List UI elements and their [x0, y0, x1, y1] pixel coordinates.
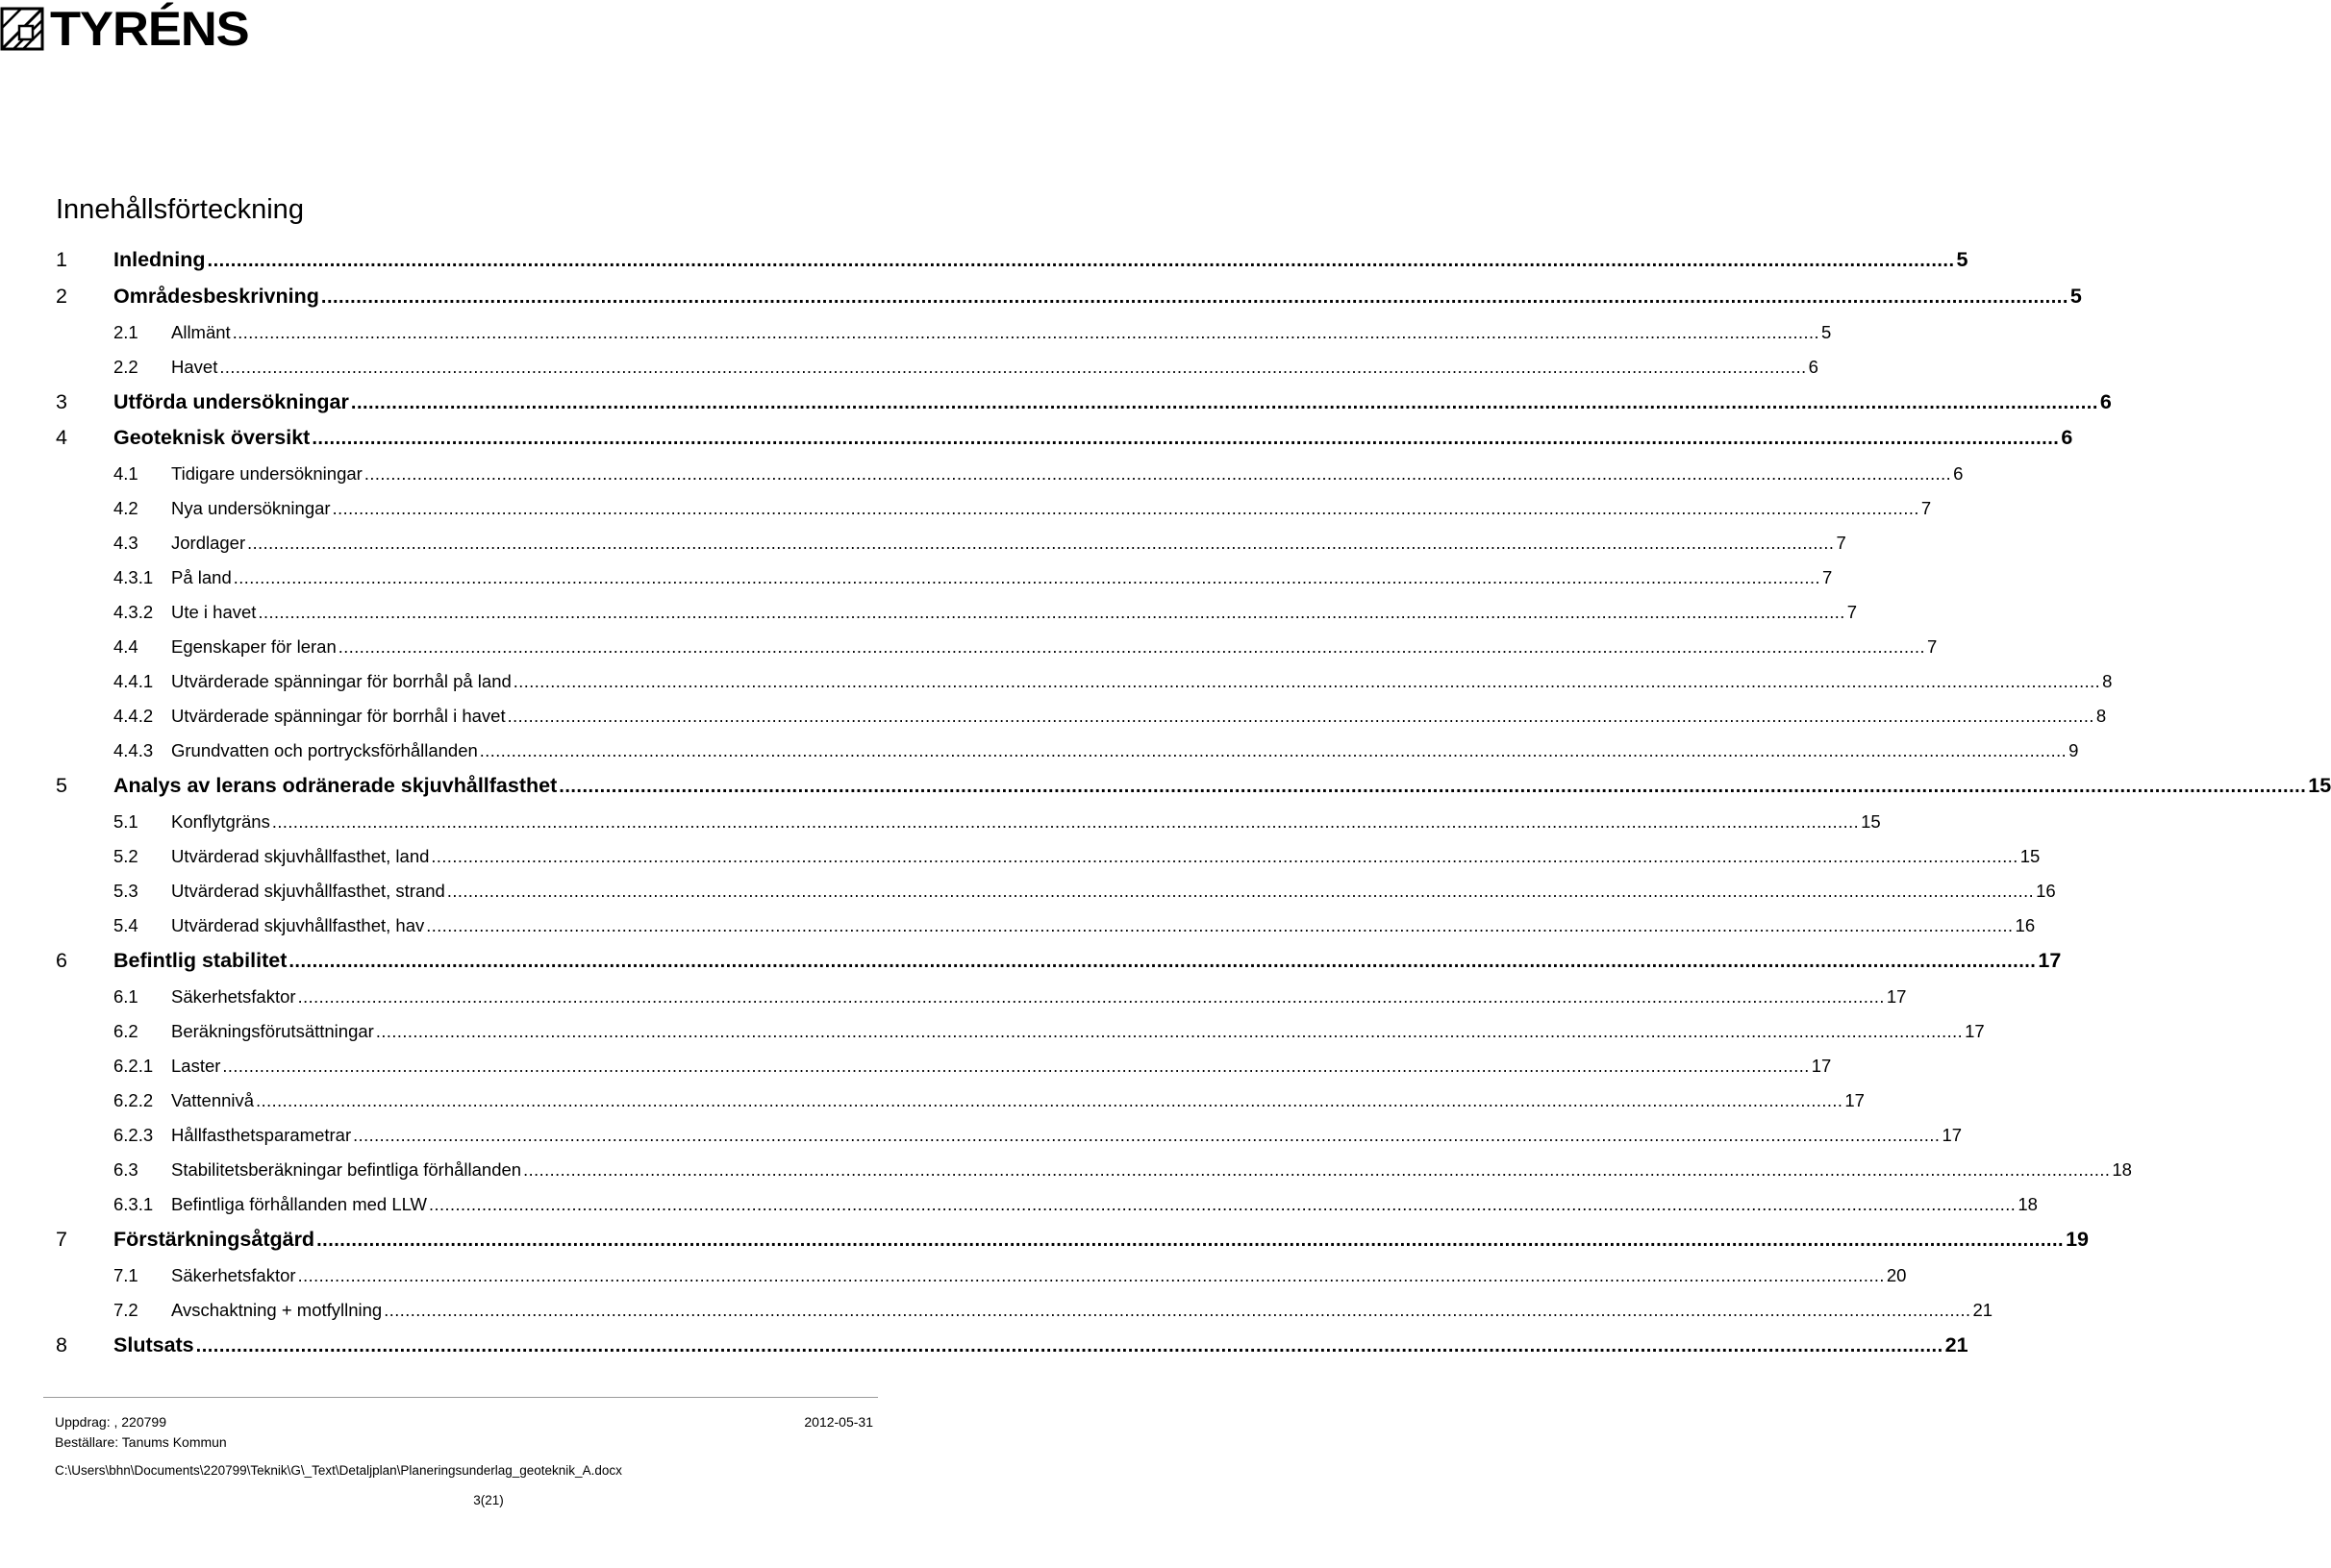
- toc-entry[interactable]: [56, 804, 1881, 833]
- toc-entry-page: 6: [1953, 463, 1964, 484]
- toc-entry-page: 20: [1886, 1265, 1907, 1285]
- toc-entry-title: Utvärderad skjuvhållfasthet, strand: [171, 881, 445, 901]
- toc-entry-title: Utvärderade spänningar för borrhål på land: [171, 671, 512, 691]
- toc-entry-page: 17: [1844, 1090, 1865, 1110]
- toc-entry-number: 4.4.2: [113, 706, 154, 726]
- toc-entry-title: Tidigare undersökningar: [171, 463, 363, 484]
- toc-entry-page: 9: [2068, 740, 2079, 760]
- toc-entry-title: Grundvatten och portrycksförhållanden: [171, 740, 478, 760]
- toc-entry[interactable]: [56, 1329, 1968, 1357]
- toc-entry[interactable]: [56, 908, 2036, 936]
- toc-entry-number: 5.3: [113, 881, 138, 901]
- toc-entry-number: 4.1: [113, 463, 138, 484]
- toc-entry[interactable]: [56, 1257, 1907, 1286]
- toc-entry[interactable]: [56, 1048, 1832, 1077]
- toc-entry-number: 4: [56, 426, 67, 449]
- toc-dot-leader: ............................................................................................................................................................................................................................................................................................................: [297, 1266, 1885, 1285]
- toc-dot-leader: ............................................................................................................................................................................................................................................................................................................: [426, 916, 2014, 935]
- toc-entry[interactable]: [56, 349, 1818, 378]
- footer-date: 2012-05-31: [804, 1414, 873, 1430]
- toc-entry[interactable]: [56, 314, 1832, 343]
- toc-dot-leader: ............................................................................................................................................................................................................................................................................................................: [222, 1057, 1810, 1076]
- toc-dot-leader: ............................................................................................................................................................................................................................................................................................................: [195, 1335, 1943, 1356]
- toc-dot-leader: ............................................................................................................................................................................................................................................................................................................: [507, 707, 2094, 726]
- toc-entry-title: Förstärkningsåtgärd: [113, 1228, 315, 1251]
- toc-dot-leader: ............................................................................................................................................................................................................................................................................................................: [513, 672, 2101, 691]
- toc-entry-title: Säkerhetsfaktor: [171, 986, 296, 1007]
- toc-entry-page: 17: [1811, 1056, 1832, 1076]
- toc-entry-number: 4.4: [113, 636, 138, 657]
- toc-entry[interactable]: [56, 280, 2082, 309]
- toc-entry-number: 5.1: [113, 811, 138, 832]
- toc-entry-number: 2.2: [113, 357, 138, 377]
- toc-dot-leader: ............................................................................................................................................................................................................................................................................................................: [332, 499, 1919, 518]
- toc-entry-page: 6: [2061, 426, 2073, 449]
- toc-dot-leader: ............................................................................................................................................................................................................................................................................................................: [320, 286, 2068, 308]
- toc-entry-page: 21: [1972, 1300, 1993, 1320]
- toc-dot-leader: ............................................................................................................................................................................................................................................................................................................: [350, 392, 2098, 413]
- toc-entry-number: 4.4.1: [113, 671, 154, 691]
- toc-entry-number: 6: [56, 949, 67, 972]
- toc-entry-title: Ute i havet: [171, 602, 257, 622]
- toc-dot-leader: ............................................................................................................................................................................................................................................................................................................: [431, 847, 2018, 866]
- toc-dot-leader: ............................................................................................................................................................................................................................................................................................................: [559, 776, 2307, 797]
- toc-entry-page: 16: [2015, 915, 2036, 935]
- toc-entry-number: 6.3: [113, 1159, 138, 1180]
- toc-dot-leader: ............................................................................................................................................................................................................................................................................................................: [312, 428, 2060, 449]
- toc-entry[interactable]: [56, 594, 1858, 623]
- toc-entry-title: Beräkningsförutsättningar: [171, 1021, 374, 1041]
- toc-entry-title: Inledning: [113, 248, 206, 271]
- toc-entry-page: 17: [1965, 1021, 1985, 1041]
- toc-entry-title: Befintliga förhållanden med LLW: [171, 1194, 428, 1214]
- toc-dot-leader: ............................................................................................................................................................................................................................................................................................................: [232, 323, 1819, 342]
- toc-entry-title: Utförda undersökningar: [113, 390, 349, 413]
- toc-entry[interactable]: [56, 944, 2062, 973]
- toc-entry-number: 4.2: [113, 498, 138, 518]
- toc-dot-leader: ............................................................................................................................................................................................................................................................................................................: [288, 951, 2037, 972]
- toc-entry-title: Befintlig stabilitet: [113, 949, 288, 972]
- toc-dot-leader: ............................................................................................................................................................................................................................................................................................................: [297, 987, 1885, 1007]
- toc-entry-number: 2: [56, 285, 67, 308]
- toc-entry-page: 5: [1821, 322, 1832, 342]
- toc-entry-number: 7: [56, 1228, 67, 1251]
- toc-entry-title: Områdesbeskrivning: [113, 285, 319, 308]
- toc-entry-number: 4.4.3: [113, 740, 154, 760]
- toc-dot-leader: ............................................................................................................................................................................................................................................................................................................: [316, 1230, 2065, 1251]
- toc-dot-leader: ............................................................................................................................................................................................................................................................................................................: [219, 358, 1807, 377]
- toc-entry-title: Stabilitetsberäkningar befintliga förhållanden: [171, 1159, 522, 1180]
- toc-entry-number: 6.2.2: [113, 1090, 154, 1110]
- toc-entry[interactable]: [56, 1013, 1985, 1042]
- toc-entry-page: 19: [2066, 1228, 2089, 1251]
- toc-entry[interactable]: [56, 838, 2041, 867]
- toc-entry-number: 7.2: [113, 1300, 138, 1320]
- toc-entry-page: 5: [1956, 248, 1968, 271]
- toc-entry[interactable]: [56, 979, 1907, 1008]
- toc-entry-page: 17: [1886, 986, 1907, 1007]
- toc-dot-leader: ............................................................................................................................................................................................................................................................................................................: [247, 534, 1835, 553]
- toc-entry-number: 7.1: [113, 1265, 138, 1285]
- toc-entry-number: 6.1: [113, 986, 138, 1007]
- toc-entry-title: Konflytgräns: [171, 811, 270, 832]
- toc-entry-page: 5: [2069, 285, 2082, 308]
- toc-entry[interactable]: [56, 698, 2107, 727]
- toc-entry-title: Avschaktning + motfyllning: [171, 1300, 383, 1320]
- toc-heading: Innehållsförteckning: [56, 194, 304, 225]
- toc-entry[interactable]: [56, 386, 2112, 414]
- toc-dot-leader: ............................................................................................................................................................................................................................................................................................................: [479, 741, 2068, 760]
- toc-entry[interactable]: [56, 1117, 1963, 1146]
- toc-entry-page: 8: [2102, 671, 2113, 691]
- toc-entry-number: 4.3.2: [113, 602, 154, 622]
- toc-entry[interactable]: [56, 1083, 1865, 1111]
- toc-entry-number: 4.3.1: [113, 567, 154, 587]
- toc-entry-title: På land: [171, 567, 232, 587]
- toc-entry-title: Utvärderad skjuvhållfasthet, land: [171, 846, 430, 866]
- toc-entry-page: 7: [1822, 567, 1833, 587]
- footer-client: Beställare: Tanums Kommun: [55, 1434, 227, 1450]
- toc-dot-leader: ............................................................................................................................................................................................................................................................................................................: [523, 1160, 2111, 1180]
- toc-entry-title: Utvärderad skjuvhållfasthet, hav: [171, 915, 425, 935]
- toc-entry-number: 4.3: [113, 533, 138, 553]
- toc-entry-page: 6: [1808, 357, 1818, 377]
- toc-entry[interactable]: [56, 243, 1968, 272]
- toc-entry-page: 18: [2112, 1159, 2132, 1180]
- toc-entry-page: 7: [1920, 498, 1932, 518]
- toc-entry-number: 2.1: [113, 322, 138, 342]
- toc-entry-title: Egenskaper för leran: [171, 636, 337, 657]
- toc-entry-page: 18: [2018, 1194, 2038, 1214]
- footer-divider: [43, 1397, 878, 1398]
- toc-entry[interactable]: [56, 421, 2073, 450]
- toc-entry-number: 6.3.1: [113, 1194, 154, 1214]
- toc-entry[interactable]: [56, 733, 2079, 761]
- toc-dot-leader: ............................................................................................................................................................................................................................................................................................................: [384, 1301, 1971, 1320]
- footer-assignment: Uppdrag: , 220799: [55, 1414, 166, 1430]
- toc-dot-leader: ............................................................................................................................................................................................................................................................................................................: [256, 1091, 1843, 1110]
- toc-entry-number: 6.2.1: [113, 1056, 154, 1076]
- toc-dot-leader: ............................................................................................................................................................................................................................................................................................................: [363, 464, 1952, 484]
- toc-entry-page: 17: [2038, 949, 2062, 972]
- toc-entry-number: 6.2.3: [113, 1125, 154, 1145]
- toc-dot-leader: ............................................................................................................................................................................................................................................................................................................: [429, 1195, 2017, 1214]
- toc-dot-leader: ............................................................................................................................................................................................................................................................................................................: [446, 882, 2035, 901]
- toc-entry[interactable]: [56, 1186, 2038, 1215]
- toc-entry-title: Nya undersökningar: [171, 498, 331, 518]
- toc-entry-title: Analys av lerans odränerade skjuvhållfasthet: [113, 774, 558, 797]
- toc-entry-title: Vattennivå: [171, 1090, 255, 1110]
- toc-entry[interactable]: [56, 1292, 1993, 1321]
- logo-wordmark: TYRÉNS: [50, 2, 249, 56]
- toc-entry[interactable]: [56, 456, 1964, 485]
- toc-entry[interactable]: [56, 1223, 2089, 1252]
- toc-entry-page: 15: [1861, 811, 1881, 832]
- toc-entry-page: 8: [2095, 706, 2107, 726]
- toc-entry[interactable]: [56, 663, 2113, 692]
- toc-entry-title: Geoteknisk översikt: [113, 426, 311, 449]
- toc-entry-number: 1: [56, 248, 67, 271]
- toc-entry-page: 15: [2308, 774, 2331, 797]
- footer-file-path: C:\Users\bhn\Documents\220799\Teknik\G\_Text\Detaljplan\Planeringsunderlag_geoteknik_A.docx: [55, 1463, 622, 1478]
- toc-entry-page: 17: [1942, 1125, 1963, 1145]
- toc-entry-page: 16: [2036, 881, 2056, 901]
- toc-entry[interactable]: [56, 1152, 2132, 1181]
- toc-entry-title: Allmänt: [171, 322, 231, 342]
- toc-entry-number: 6.2: [113, 1021, 138, 1041]
- toc-entry[interactable]: [56, 629, 1938, 658]
- toc-entry-title: Slutsats: [113, 1333, 194, 1356]
- toc-entry-title: Laster: [171, 1056, 221, 1076]
- toc-entry-page: 15: [2019, 846, 2041, 866]
- toc-entry-title: Säkerhetsfaktor: [171, 1265, 296, 1285]
- toc-dot-leader: ............................................................................................................................................................................................................................................................................................................: [375, 1022, 1964, 1041]
- toc-entry-title: Hållfasthetsparametrar: [171, 1125, 352, 1145]
- toc-entry-number: 8: [56, 1333, 67, 1356]
- page-number: 3(21): [473, 1493, 504, 1507]
- tyrens-logo-icon: [0, 7, 44, 51]
- toc-entry[interactable]: [56, 490, 1932, 519]
- company-logo: [0, 2, 249, 56]
- toc-dot-leader: ............................................................................................................................................................................................................................................................................................................: [353, 1126, 1941, 1145]
- toc-entry-number: 3: [56, 390, 67, 413]
- toc-entry-page: 6: [2099, 390, 2112, 413]
- toc-entry-number: 5.4: [113, 915, 138, 935]
- toc-entry[interactable]: [56, 769, 2331, 798]
- toc-entry[interactable]: [56, 560, 1833, 588]
- toc-entry-title: Havet: [171, 357, 218, 377]
- toc-dot-leader: ............................................................................................................................................................................................................................................................................................................: [233, 568, 1821, 587]
- toc-dot-leader: ............................................................................................................................................................................................................................................................................................................: [338, 637, 1926, 657]
- toc-entry[interactable]: [56, 525, 1846, 554]
- toc-dot-leader: ............................................................................................................................................................................................................................................................................................................: [258, 603, 1845, 622]
- toc-entry-page: 21: [1944, 1333, 1968, 1356]
- toc-entry-title: Utvärderade spänningar för borrhål i havet: [171, 706, 506, 726]
- toc-entry-number: 5.2: [113, 846, 138, 866]
- toc-entry-title: Jordlager: [171, 533, 246, 553]
- toc-entry-page: 7: [1846, 602, 1858, 622]
- toc-entry-page: 7: [1836, 533, 1846, 553]
- toc-dot-leader: ............................................................................................................................................................................................................................................................................................................: [207, 250, 1955, 271]
- toc-entry[interactable]: [56, 873, 2056, 902]
- toc-entry-page: 7: [1927, 636, 1938, 657]
- toc-entry-number: 5: [56, 774, 67, 797]
- toc-dot-leader: ............................................................................................................................................................................................................................................................................................................: [271, 812, 1860, 832]
